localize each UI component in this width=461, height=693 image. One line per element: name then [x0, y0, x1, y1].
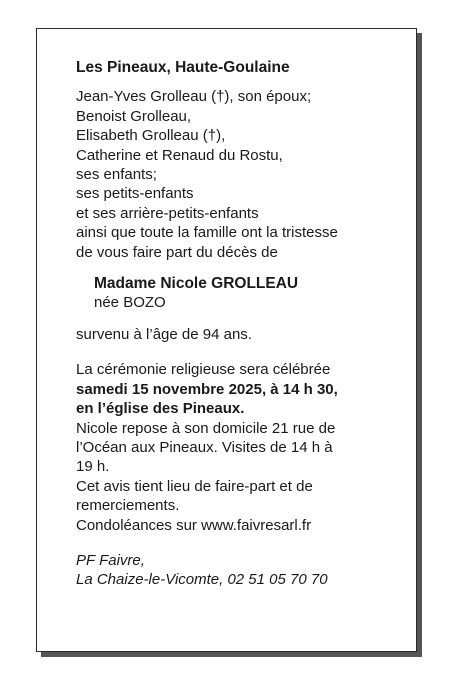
avis-line: Cet avis tient lieu de faire-part et de	[76, 477, 313, 495]
family-line: Elisabeth Grolleau (†),	[76, 127, 226, 145]
funeral-home-contact: La Chaize-le-Vicomte, 02 51 05 70 70	[76, 571, 328, 589]
ceremony-intro: La cérémonie religieuse sera célébrée	[76, 361, 331, 379]
family-line: de vous faire part du décès de	[76, 243, 278, 261]
repose-line: l’Océan aux Pineaux. Visites de 14 h à	[76, 438, 333, 456]
family-line: ses enfants;	[76, 166, 157, 184]
ceremony-date: samedi 15 novembre 2025, à 14 h 30,	[76, 380, 338, 398]
family-line: et ses arrière-petits-enfants	[76, 204, 259, 222]
avis-line: remerciements.	[76, 497, 180, 515]
family-line: ainsi que toute la famille ont la tristesse	[76, 224, 338, 242]
deceased-block	[94, 274, 406, 313]
family-line: Jean-Yves Grolleau (†), son époux;	[76, 88, 312, 106]
deceased-name: Madame Nicole GROLLEAU	[94, 275, 299, 293]
age-line: survenu à l’âge de 94 ans.	[76, 325, 252, 343]
condolences-line: Condoléances sur www.faivresarl.fr	[76, 516, 312, 534]
maiden-name: née BOZO	[94, 294, 166, 312]
location-heading: Les Pineaux, Haute-Goulaine	[76, 59, 290, 76]
family-line: Benoist Grolleau,	[76, 107, 192, 125]
family-line: ses petits-enfants	[76, 185, 194, 203]
obituary-notice	[36, 28, 417, 652]
family-list	[76, 87, 406, 262]
repose-line: Nicole repose à son domicile 21 rue de	[76, 419, 336, 437]
repose-line: 19 h.	[76, 458, 110, 476]
notice-content	[76, 58, 406, 590]
ceremony-place: en l’église des Pineaux.	[76, 400, 245, 418]
family-line: Catherine et Renaud du Rostu,	[76, 146, 283, 164]
funeral-home: PF Faivre,	[76, 551, 145, 569]
